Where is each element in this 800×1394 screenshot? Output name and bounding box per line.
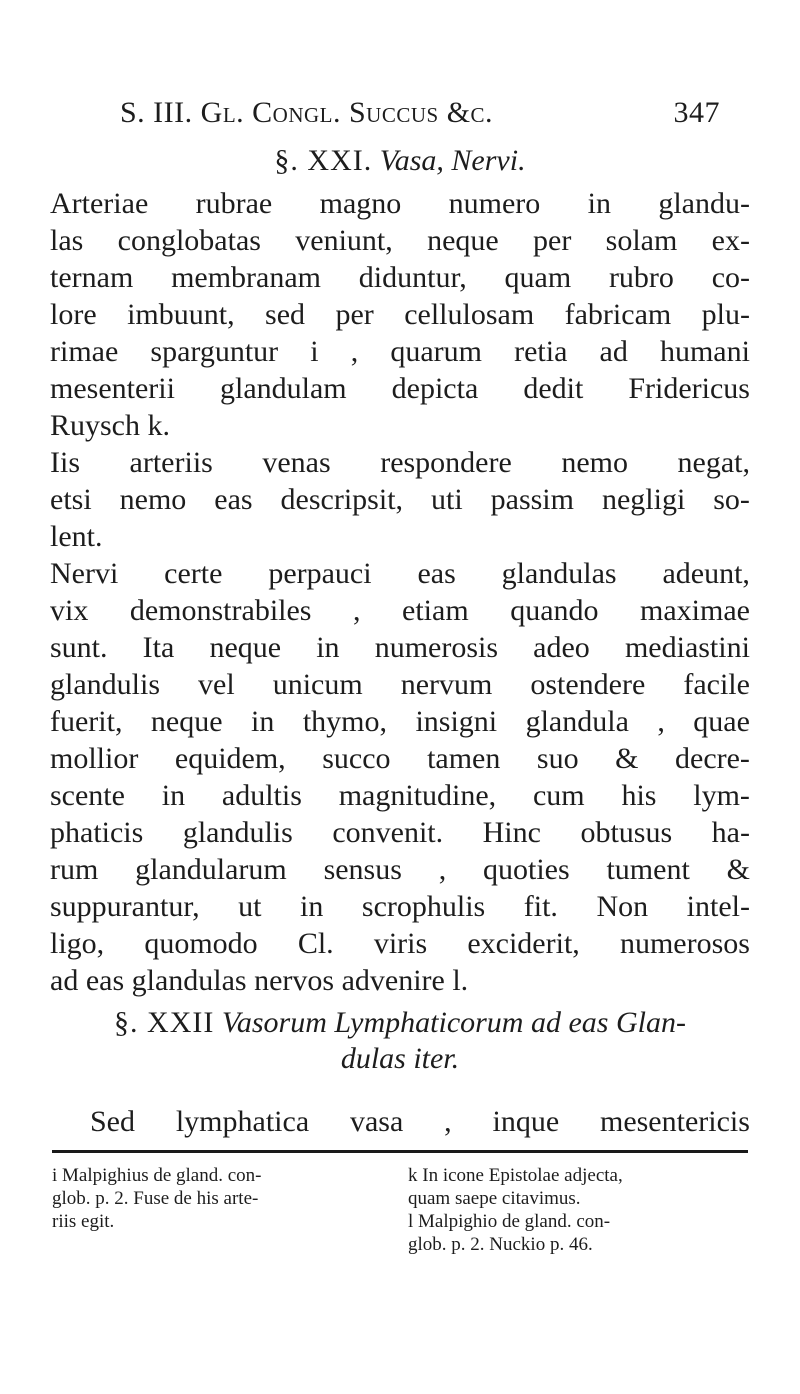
paragraph-2 [90, 1103, 750, 1140]
text-line: Ruysch k. [50, 409, 170, 442]
text-line: suppurantur, ut in scrophulis fit. Non intel- [50, 890, 750, 923]
text-line: sunt. Ita neque in numerosis adeo mediastini [50, 631, 750, 664]
running-head-title: S. III. Gl. Congl. Succus &c. [120, 96, 494, 129]
text-line: ligo, quomodo Cl. viris exciderit, numerosos [50, 927, 750, 960]
text-line: fuerit, neque in thymo, insigni glandula , quae [50, 705, 750, 738]
footnote-column-right [408, 1164, 748, 1256]
text-line: vix demonstrabiles , etiam quando maximae [50, 594, 750, 627]
footnote-line: i Malpighius de gland. con- [52, 1165, 262, 1186]
section-21-number: §. XXI. [274, 144, 373, 177]
footnote-line: k In icone Epistolae adjecta, [408, 1165, 623, 1186]
text-line: las conglobatas veniunt, neque per solam ex- [50, 224, 750, 257]
text-line: Sed lymphatica vasa , inque mesentericis [90, 1105, 750, 1138]
text-line: Arteriae rubrae magno numero in glandu- [50, 187, 750, 220]
running-head [120, 96, 720, 130]
text-line: mollior equidem, succo tamen suo & decre- [50, 742, 750, 775]
footnote-line: l Malpighio de gland. con- [408, 1211, 611, 1232]
footnote-rule [52, 1150, 748, 1153]
text-line: phaticis glandulis convenit. Hinc obtusus ha- [50, 816, 750, 849]
text-line: Nervi certe perpauci eas glandulas adeunt, [50, 557, 750, 590]
footnotes [52, 1164, 748, 1256]
text-line: mesenterii glandulam depicta dedit Fridericus [50, 372, 750, 405]
section-22-title-line1: Vasorum Lymphaticorum ad eas Glan- [221, 1006, 686, 1039]
text-line: rimae sparguntur i , quarum retia ad humani [50, 335, 750, 368]
text-line: scente in adultis magnitudine, cum his lym- [50, 779, 750, 812]
section-22-heading [0, 1004, 800, 1042]
section-21-heading [0, 142, 800, 180]
page-number: 347 [673, 96, 720, 129]
section-22-title-line2: dulas iter. [340, 1042, 460, 1075]
text-line: rum glandularum sensus , quoties tument & [50, 853, 750, 886]
text-line: ternam membranam diduntur, quam rubro co- [50, 261, 750, 294]
text-line: lore imbuunt, sed per cellulosam fabricam plu- [50, 298, 750, 331]
footnote-line: quam saepe citavimus. [408, 1188, 581, 1209]
text-line: glandulis vel unicum nervum ostendere facile [50, 668, 750, 701]
text-line: Iis arteriis venas respondere nemo negat, [50, 446, 750, 479]
footnote-line: glob. p. 2. Fuse de his arte- [52, 1188, 259, 1209]
footnote-column-left [52, 1164, 392, 1256]
section-22-number: §. XXII [114, 1006, 215, 1039]
footnote-line: riis egit. [52, 1211, 115, 1232]
section-21-title: Vasa, Nervi. [379, 144, 526, 177]
paragraph-1 [50, 185, 750, 999]
text-line: ad eas glandulas nervos advenire l. [50, 964, 469, 997]
text-line: etsi nemo eas descripsit, uti passim negligi so- [50, 483, 750, 516]
text-line: lent. [50, 520, 103, 553]
footnote-line: glob. p. 2. Nuckio p. 46. [408, 1234, 593, 1255]
